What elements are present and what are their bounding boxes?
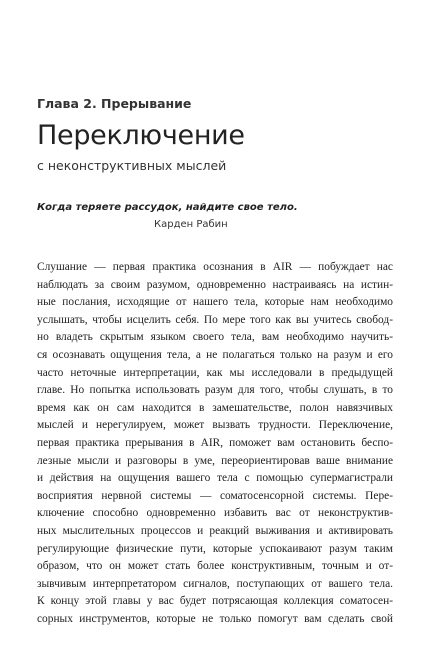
body-line: часто неточные интерпретации, как мы исследовали в предыдущей [37, 366, 393, 379]
body-line: образом, что он может стать более конструктивным, точным и от- [37, 560, 393, 573]
body-paragraph [37, 259, 393, 628]
body-line: сорных инструментов, которые не только помогут вам сделать свой [37, 612, 393, 625]
body-line: услышать, чтобы исцелить себя. По мере того как вы учитесь свобод- [37, 313, 393, 326]
body-line: ключение способно одновременно избавить вас от неконструктив- [37, 507, 393, 520]
body-line: ся осознавать ощущения тела, а не полагаться только на разум и его [37, 348, 393, 361]
body-line: наблюдать за своим разумом, одновременно настраиваясь на истин- [37, 278, 393, 291]
body-line: время как он сам находится в замешательстве, полон навязчивых [37, 401, 393, 414]
body-line: первая практика прерывания в AIR, поможет вам остановить беспо- [37, 436, 393, 449]
chapter-subtitle: с неконструктивных мыслей [37, 158, 227, 173]
epigraph [37, 201, 393, 232]
body-line: регулирующие физические пути, которые успокаивают разум таким [37, 542, 393, 555]
body-line: но владеть скрытым языком своего тела, вам необходимо научить- [37, 331, 393, 344]
body-line: мыслей и нерегулируем, может вызвать трудности. Переключение, [37, 419, 393, 432]
book-page [37, 96, 393, 628]
body-line: ных мыслительных процессов и реакций выживания и активировать [37, 524, 393, 537]
body-line: ные послания, исходящие от нашего тела, которые нам необходимо [37, 296, 393, 309]
body-line: лезные мысли и разговоры в уме, переориентировав ваше внимание [37, 454, 393, 467]
body-line: восприятия нервной системы — соматосенсорной системы. Пере- [37, 489, 393, 502]
epigraph-author: Карден Рабин [154, 219, 228, 230]
body-line: главе. Но попытка использовать разум для того, чтобы слушать, в то [37, 384, 393, 397]
chapter-title: Переключение [37, 120, 245, 151]
body-line: зывчивым интерпретатором сигналов, поступающих от вашего тела. [37, 577, 393, 590]
body-line: Слушание — первая практика осознания в AIR — побуждает нас [37, 261, 393, 273]
chapter-label: Глава 2. Прерывание [37, 96, 192, 111]
body-line: и действия на ощущения вашего тела с помощью супермагистрали [37, 472, 393, 485]
body-line: К концу этой главы у вас будет потрясающая коллекция соматосен- [37, 595, 393, 608]
epigraph-quote: Когда теряете рассудок, найдите свое тело. [37, 202, 298, 213]
